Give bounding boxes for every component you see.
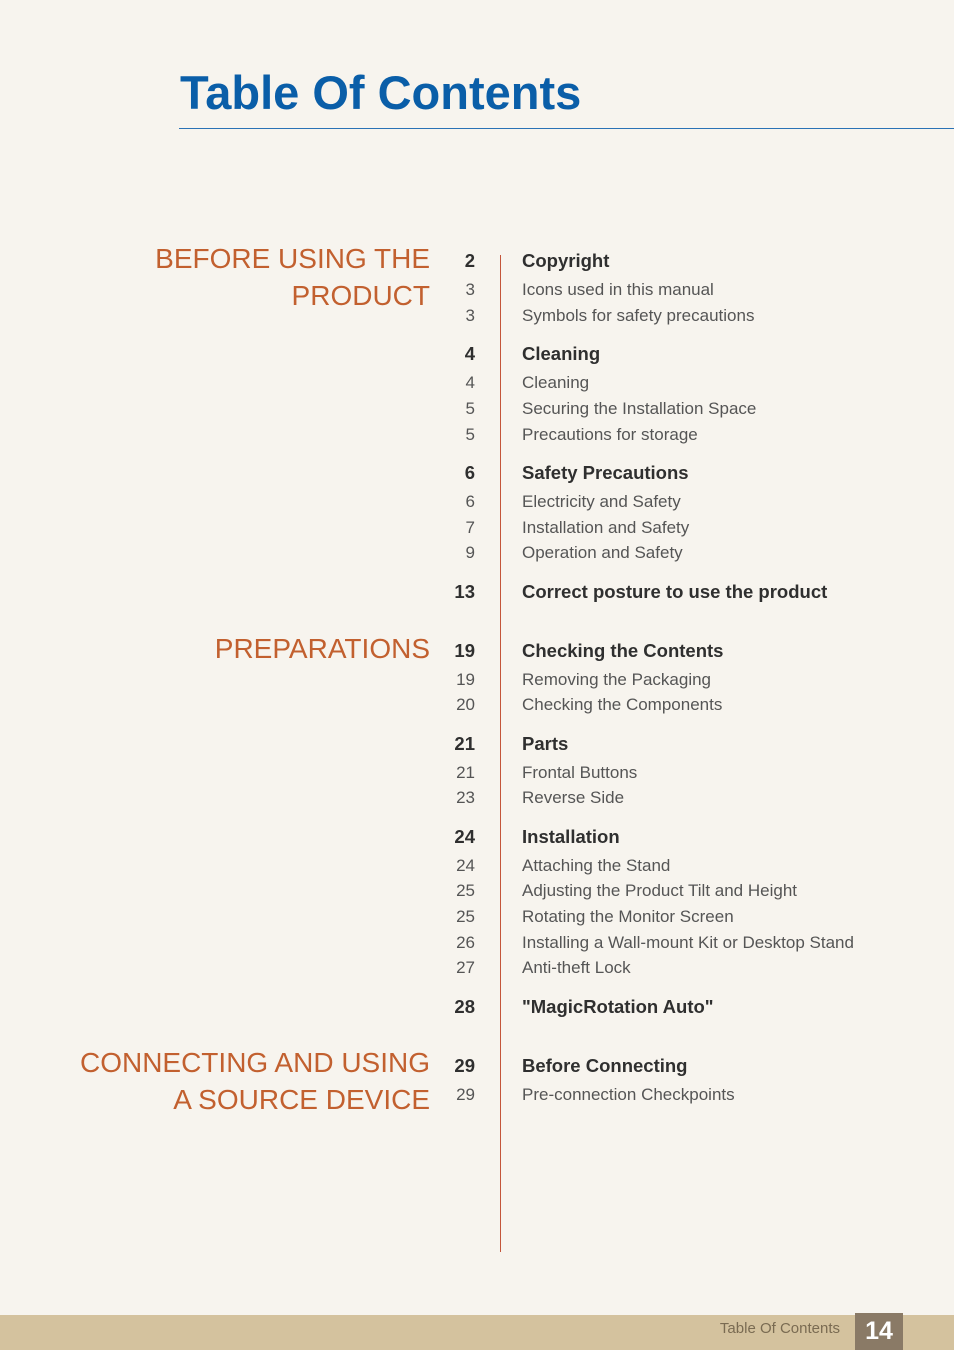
toc-entry-label: Precautions for storage [522,425,698,444]
toc-entry[interactable] [0,731,954,757]
toc-entry-page: 29 [454,1055,475,1076]
toc-entry-page: 3 [465,280,475,299]
toc-entry-page: 27 [456,958,475,977]
toc-entry[interactable] [0,422,954,448]
toc-entry-label: Anti-theft Lock [522,958,631,977]
toc-entry-page: 29 [456,1085,475,1104]
toc-entry-page: 5 [465,425,475,444]
toc-entry[interactable] [0,1082,954,1108]
toc-entry-page: 5 [465,399,475,418]
toc-entry-page: 9 [465,543,475,562]
toc-entry[interactable] [0,1053,954,1079]
toc-entry-label: Electricity and Safety [522,492,681,511]
toc-entry-label: Operation and Safety [522,543,683,562]
toc-entry[interactable] [0,824,954,850]
toc-entry[interactable] [0,579,954,605]
toc-entry-label: Cleaning [522,343,601,364]
toc-entry[interactable] [0,248,954,274]
chapter-heading-line: A SOURCE DEVICE [173,1084,430,1115]
toc-entry-label: Pre-connection Checkpoints [522,1085,735,1104]
toc-entry[interactable] [0,930,954,956]
toc-entry-page: 7 [465,518,475,537]
toc-entry-label: Before Connecting [522,1055,688,1076]
toc-entry-page: 19 [456,670,475,689]
toc-entry-page: 21 [454,733,475,754]
toc-entry-label: Cleaning [522,373,590,392]
toc-entry-label: Safety Precautions [522,462,689,483]
toc-entry[interactable] [0,515,954,541]
toc-entry-label: Installing a Wall-mount Kit or Desktop Stand [522,933,854,952]
toc-entry-label: Installation [522,826,620,847]
toc-entry-page: 25 [456,881,475,900]
toc-entry-page: 20 [456,695,475,714]
toc-entry-label: Securing the Installation Space [522,399,757,418]
toc-entry-label: Installation and Safety [522,518,690,537]
toc-entry[interactable] [0,994,954,1020]
toc-entry-label: "MagicRotation Auto" [522,996,714,1017]
toc-entry-label: Copyright [522,250,610,271]
toc-entry-label: Correct posture to use the product [522,581,828,602]
toc-entry[interactable] [0,341,954,367]
toc-entry[interactable] [0,303,954,329]
toc-entry-label: Symbols for safety precautions [522,306,755,325]
toc-entry[interactable] [0,460,954,486]
page-number: 14 [855,1313,903,1350]
toc-entry[interactable] [0,760,954,786]
toc-entry-page: 3 [465,306,475,325]
toc-entry[interactable] [0,667,954,693]
title-divider [179,128,954,129]
toc-entry-page: 6 [464,462,475,483]
toc-entry-page: 23 [456,788,475,807]
toc-entry-page: 19 [454,640,475,661]
toc-entry-page: 26 [456,933,475,952]
toc-entry-label: Parts [522,733,569,754]
toc-entry-page: 2 [464,250,475,271]
toc-entry-page: 4 [464,343,475,364]
toc-entry-label: Removing the Packaging [522,670,712,689]
chapter-heading-line: PRODUCT [291,280,430,311]
toc-entry-page: 4 [465,373,475,392]
toc-entry[interactable] [0,277,954,303]
chapter-heading-line: PREPARATIONS [214,633,430,664]
toc-entry-page: 24 [456,856,475,875]
toc-entry-label: Checking the Contents [522,640,724,661]
toc-entry-page: 21 [456,763,475,782]
footer-label: Table Of Contents [719,1320,840,1337]
toc-entry[interactable] [0,785,954,811]
toc-entry-page: 13 [454,581,475,602]
toc-entry-label: Frontal Buttons [522,763,638,782]
toc-entry-label: Reverse Side [522,788,625,807]
toc-entry-label: Checking the Components [522,695,723,714]
toc-entry-page: 6 [465,492,475,511]
chapter-heading-line: BEFORE USING THE [155,243,430,274]
toc-entry[interactable] [0,489,954,515]
toc-entry[interactable] [0,853,954,879]
toc-entry[interactable] [0,370,954,396]
toc-entry[interactable] [0,638,954,664]
toc-entry[interactable] [0,692,954,718]
chapter-heading-line: CONNECTING AND USING [79,1047,430,1078]
toc-entry[interactable] [0,540,954,566]
toc-entry-page: 25 [456,907,475,926]
toc-entry-page: 28 [454,996,475,1017]
toc-entry[interactable] [0,955,954,981]
toc-entry[interactable] [0,904,954,930]
toc-entry-label: Attaching the Stand [522,856,671,875]
toc-entry-label: Rotating the Monitor Screen [522,907,734,926]
toc-entry-label: Adjusting the Product Tilt and Height [522,881,797,900]
toc-entry[interactable] [0,878,954,904]
toc-entry-page: 24 [454,826,475,847]
page-title: Table Of Contents [180,66,582,119]
toc-entry-label: Icons used in this manual [522,280,714,299]
toc-entry[interactable] [0,396,954,422]
